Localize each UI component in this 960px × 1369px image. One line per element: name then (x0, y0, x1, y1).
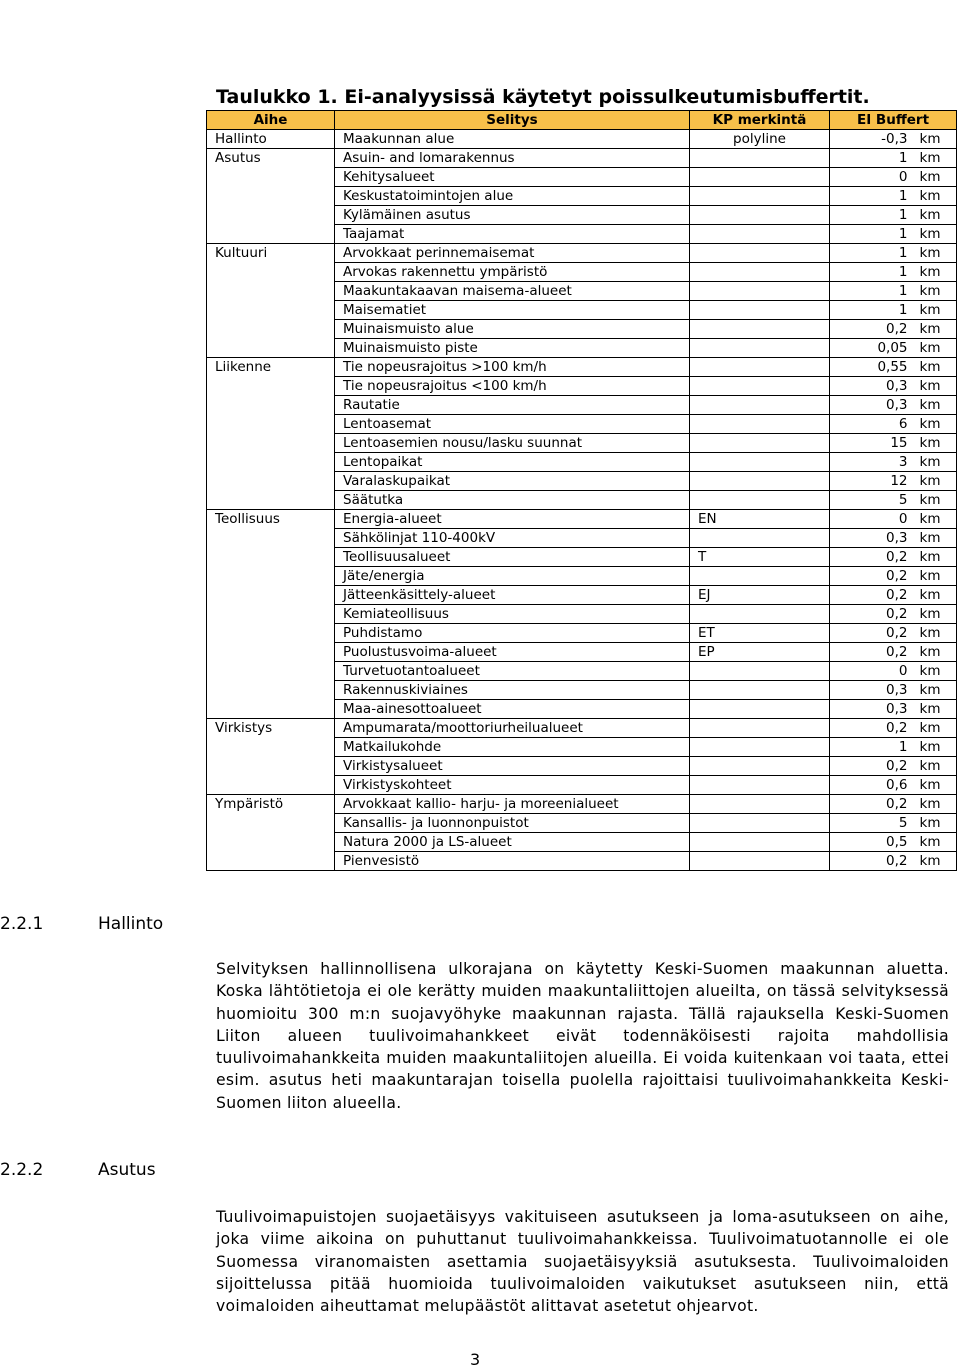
cell-unit: km (912, 491, 957, 510)
cell-kp-merkinta (690, 529, 830, 548)
cell-value: 0,3 (830, 700, 912, 719)
cell-unit: km (912, 434, 957, 453)
cell-unit: km (912, 187, 957, 206)
cell-value: 0,2 (830, 605, 912, 624)
cell-selitys: Lentoasemien nousu/lasku suunnat (335, 434, 690, 453)
cell-unit: km (912, 814, 957, 833)
cell-selitys: Turvetuotantoalueet (335, 662, 690, 681)
table-row (207, 795, 957, 814)
cell-aihe: Hallinto (207, 130, 335, 149)
cell-aihe: Teollisuus (207, 510, 335, 529)
cell-aihe (207, 282, 335, 301)
cell-aihe (207, 529, 335, 548)
section-number: 2.2.2 (0, 1160, 44, 1180)
cell-kp-merkinta (690, 377, 830, 396)
header-kp-merkinta: KP merkintä (690, 111, 830, 130)
cell-aihe (207, 643, 335, 662)
table-row (207, 358, 957, 377)
cell-value: 12 (830, 472, 912, 491)
cell-kp-merkinta (690, 700, 830, 719)
cell-aihe (207, 605, 335, 624)
cell-selitys: Muinaismuisto alue (335, 320, 690, 339)
cell-aihe (207, 738, 335, 757)
table-row (207, 776, 957, 795)
table-row (207, 529, 957, 548)
table-row (207, 187, 957, 206)
cell-value: 0,2 (830, 624, 912, 643)
table-row (207, 738, 957, 757)
cell-value: 0,6 (830, 776, 912, 795)
cell-value: 0 (830, 662, 912, 681)
table-row (207, 377, 957, 396)
table-row (207, 263, 957, 282)
cell-aihe (207, 320, 335, 339)
cell-kp-merkinta (690, 852, 830, 871)
cell-unit: km (912, 852, 957, 871)
cell-kp-merkinta (690, 320, 830, 339)
cell-unit: km (912, 320, 957, 339)
section-title: Hallinto (98, 914, 164, 934)
cell-aihe (207, 681, 335, 700)
table-row (207, 681, 957, 700)
cell-kp-merkinta (690, 605, 830, 624)
table-row (207, 339, 957, 358)
cell-aihe (207, 301, 335, 320)
cell-kp-merkinta (690, 833, 830, 852)
cell-value: 0,2 (830, 795, 912, 814)
cell-kp-merkinta (690, 282, 830, 301)
table-row (207, 320, 957, 339)
cell-selitys: Arvokkaat perinnemaisemat (335, 244, 690, 263)
cell-selitys: Taajamat (335, 225, 690, 244)
cell-value: 0,5 (830, 833, 912, 852)
cell-aihe (207, 434, 335, 453)
section-number: 2.2.1 (0, 914, 44, 934)
cell-selitys: Natura 2000 ja LS-alueet (335, 833, 690, 852)
table-row (207, 757, 957, 776)
cell-selitys: Tie nopeusrajoitus <100 km/h (335, 377, 690, 396)
cell-value: 0,05 (830, 339, 912, 358)
table-row (207, 548, 957, 567)
table-row (207, 814, 957, 833)
cell-aihe: Asutus (207, 149, 335, 168)
cell-aihe (207, 567, 335, 586)
cell-aihe (207, 377, 335, 396)
table-row (207, 415, 957, 434)
table-row (207, 396, 957, 415)
cell-aihe: Ympäristö (207, 795, 335, 814)
cell-selitys: Muinaismuisto piste (335, 339, 690, 358)
table-row (207, 662, 957, 681)
cell-kp-merkinta: ET (690, 624, 830, 643)
cell-aihe (207, 168, 335, 187)
cell-kp-merkinta: EJ (690, 586, 830, 605)
cell-kp-merkinta (690, 244, 830, 263)
table-row (207, 719, 957, 738)
cell-unit: km (912, 244, 957, 263)
cell-kp-merkinta (690, 681, 830, 700)
cell-unit: km (912, 681, 957, 700)
cell-selitys: Energia-alueet (335, 510, 690, 529)
cell-aihe (207, 263, 335, 282)
cell-unit: km (912, 130, 957, 149)
cell-unit: km (912, 339, 957, 358)
cell-unit: km (912, 700, 957, 719)
cell-kp-merkinta (690, 225, 830, 244)
table-row (207, 586, 957, 605)
cell-unit: km (912, 833, 957, 852)
cell-kp-merkinta (690, 453, 830, 472)
cell-unit: km (912, 567, 957, 586)
cell-aihe (207, 396, 335, 415)
cell-value: 0 (830, 168, 912, 187)
header-aihe: Aihe (207, 111, 335, 130)
cell-aihe (207, 206, 335, 225)
cell-value: 1 (830, 225, 912, 244)
cell-kp-merkinta (690, 149, 830, 168)
cell-kp-merkinta (690, 472, 830, 491)
cell-selitys: Pienvesistö (335, 852, 690, 871)
cell-value: 0,55 (830, 358, 912, 377)
cell-unit: km (912, 548, 957, 567)
cell-unit: km (912, 263, 957, 282)
cell-selitys: Lentoasemat (335, 415, 690, 434)
cell-selitys: Maa-ainesottoalueet (335, 700, 690, 719)
table-row (207, 624, 957, 643)
cell-selitys: Rautatie (335, 396, 690, 415)
cell-aihe (207, 833, 335, 852)
cell-aihe (207, 757, 335, 776)
cell-value: 0,2 (830, 643, 912, 662)
cell-selitys: Jätteenkäsittely-alueet (335, 586, 690, 605)
cell-unit: km (912, 453, 957, 472)
cell-unit: km (912, 643, 957, 662)
cell-aihe (207, 776, 335, 795)
table-row (207, 605, 957, 624)
section-heading-hallinto (0, 914, 163, 934)
table-header-row (207, 111, 957, 130)
cell-value: 1 (830, 263, 912, 282)
cell-selitys: Kemiateollisuus (335, 605, 690, 624)
table-row (207, 567, 957, 586)
cell-unit: km (912, 719, 957, 738)
cell-value: 1 (830, 738, 912, 757)
cell-aihe (207, 852, 335, 871)
cell-value: 0,3 (830, 681, 912, 700)
buffer-table (206, 110, 957, 871)
cell-unit: km (912, 529, 957, 548)
cell-aihe (207, 187, 335, 206)
table-row (207, 225, 957, 244)
table-row (207, 282, 957, 301)
cell-value: 0,3 (830, 377, 912, 396)
cell-unit: km (912, 738, 957, 757)
cell-selitys: Maakunnan alue (335, 130, 690, 149)
cell-aihe: Kultuuri (207, 244, 335, 263)
section-text-asutus: Tuulivoimapuistojen suojaetäisyys vakituiseen asutukseen ja loma-asutukseen on aihe, joka viime aikoina on puhuttanut tuulivoimahankkeissa. Tuulivoimatuotannolle ei ole Suomessa viranomaisten asettamia suojaetäisyyksiä asutuksesta. Tuulivoimaloiden sijoittelussa pitää huomioida tuulivoimaloiden vaikutukset asutukseen niin, että voimaloiden aiheuttamat melupäästöt alittavat asetetut ohjearvot. (216, 1208, 949, 1316)
cell-unit: km (912, 206, 957, 225)
cell-value: -0,3 (830, 130, 912, 149)
cell-aihe (207, 415, 335, 434)
cell-selitys: Arvokas rakennettu ympäristö (335, 263, 690, 282)
cell-unit: km (912, 586, 957, 605)
cell-unit: km (912, 225, 957, 244)
cell-value: 0,3 (830, 396, 912, 415)
cell-selitys: Ampumarata/moottoriurheilualueet (335, 719, 690, 738)
cell-kp-merkinta: EP (690, 643, 830, 662)
cell-selitys: Jäte/energia (335, 567, 690, 586)
cell-selitys: Arvokkaat kallio- harju- ja moreenialueet (335, 795, 690, 814)
cell-unit: km (912, 282, 957, 301)
cell-kp-merkinta (690, 415, 830, 434)
header-selitys: Selitys (335, 111, 690, 130)
cell-value: 3 (830, 453, 912, 472)
cell-unit: km (912, 757, 957, 776)
cell-kp-merkinta (690, 206, 830, 225)
cell-kp-merkinta (690, 567, 830, 586)
cell-unit: km (912, 301, 957, 320)
cell-unit: km (912, 415, 957, 434)
cell-unit: km (912, 795, 957, 814)
cell-unit: km (912, 377, 957, 396)
cell-selitys: Säätutka (335, 491, 690, 510)
cell-aihe (207, 491, 335, 510)
cell-unit: km (912, 776, 957, 795)
cell-aihe (207, 700, 335, 719)
cell-unit: km (912, 624, 957, 643)
header-ei-buffert: EI Buffert (830, 111, 957, 130)
cell-kp-merkinta: EN (690, 510, 830, 529)
cell-kp-merkinta: T (690, 548, 830, 567)
table-row (207, 833, 957, 852)
cell-aihe (207, 225, 335, 244)
cell-value: 15 (830, 434, 912, 453)
table-body (207, 130, 957, 871)
cell-value: 0,2 (830, 586, 912, 605)
cell-value: 0,2 (830, 567, 912, 586)
table-row (207, 472, 957, 491)
cell-value: 1 (830, 206, 912, 225)
cell-aihe (207, 662, 335, 681)
cell-aihe (207, 472, 335, 491)
cell-value: 0,2 (830, 757, 912, 776)
cell-unit: km (912, 510, 957, 529)
cell-selitys: Tie nopeusrajoitus >100 km/h (335, 358, 690, 377)
section-text-hallinto: Selvityksen hallinnollisena ulkorajana on käytetty Keski-Suomen maakunnan aluetta. Koska lähtötietoja ei ole kerätty muiden maakuntaliittojen alueilta, on tässä selvityksessä huomioitu 300 m:n suojavyöhyke maakunnan rajasta. Tällä rajauksella Keski-Suomen Liiton alueen tuulivoimahankkeet eivät todennäköisesti rajoita mahdollisia tuulivoimahankkeita muiden maakuntaliitojen alueilla. Ei voida kuitenkaan voi taata, ettei esim. asutus heti maakuntarajan toisella puolella rajoittaisi tuulivoimahankkeita Keski-Suomen liiton alueella. (216, 960, 949, 1112)
cell-value: 0,3 (830, 529, 912, 548)
table-caption: Taulukko 1. Ei-analyysissä käytetyt poissulkeutumisbuffertit. (216, 86, 870, 108)
cell-unit: km (912, 662, 957, 681)
table-row (207, 434, 957, 453)
table-row (207, 168, 957, 187)
table-row (207, 149, 957, 168)
cell-selitys: Kansallis- ja luonnonpuistot (335, 814, 690, 833)
cell-value: 1 (830, 301, 912, 320)
cell-value: 0,2 (830, 852, 912, 871)
cell-aihe (207, 624, 335, 643)
cell-value: 6 (830, 415, 912, 434)
cell-unit: km (912, 472, 957, 491)
cell-kp-merkinta (690, 776, 830, 795)
cell-selitys: Virkistyskohteet (335, 776, 690, 795)
cell-kp-merkinta (690, 301, 830, 320)
table-row (207, 643, 957, 662)
cell-kp-merkinta (690, 738, 830, 757)
cell-value: 1 (830, 187, 912, 206)
cell-aihe: Liikenne (207, 358, 335, 377)
cell-selitys: Kehitysalueet (335, 168, 690, 187)
cell-kp-merkinta (690, 757, 830, 776)
cell-aihe (207, 548, 335, 567)
section-heading-asutus (0, 1160, 156, 1180)
cell-value: 0 (830, 510, 912, 529)
cell-selitys: Maisematiet (335, 301, 690, 320)
cell-selitys: Lentopaikat (335, 453, 690, 472)
cell-kp-merkinta (690, 719, 830, 738)
cell-kp-merkinta (690, 168, 830, 187)
cell-kp-merkinta (690, 263, 830, 282)
cell-kp-merkinta (690, 187, 830, 206)
cell-value: 5 (830, 491, 912, 510)
cell-selitys: Asuin- and lomarakennus (335, 149, 690, 168)
cell-kp-merkinta (690, 396, 830, 415)
table-row (207, 453, 957, 472)
table-row (207, 700, 957, 719)
cell-value: 0,2 (830, 320, 912, 339)
cell-kp-merkinta: polyline (690, 130, 830, 149)
cell-kp-merkinta (690, 434, 830, 453)
table-row (207, 491, 957, 510)
cell-selitys: Rakennuskiviaines (335, 681, 690, 700)
cell-selitys: Virkistysalueet (335, 757, 690, 776)
cell-kp-merkinta (690, 339, 830, 358)
cell-unit: km (912, 396, 957, 415)
table-row (207, 130, 957, 149)
table-row (207, 206, 957, 225)
cell-value: 1 (830, 244, 912, 263)
table-row (207, 510, 957, 529)
cell-kp-merkinta (690, 358, 830, 377)
page-number: 3 (470, 1350, 481, 1369)
cell-value: 5 (830, 814, 912, 833)
section-title: Asutus (98, 1160, 156, 1180)
cell-value: 1 (830, 282, 912, 301)
cell-selitys: Keskustatoimintojen alue (335, 187, 690, 206)
cell-selitys: Sähkölinjat 110-400kV (335, 529, 690, 548)
cell-kp-merkinta (690, 795, 830, 814)
cell-aihe: Virkistys (207, 719, 335, 738)
cell-selitys: Varalaskupaikat (335, 472, 690, 491)
cell-aihe (207, 453, 335, 472)
cell-kp-merkinta (690, 662, 830, 681)
cell-unit: km (912, 605, 957, 624)
cell-selitys: Puhdistamo (335, 624, 690, 643)
table-row (207, 852, 957, 871)
table-row (207, 244, 957, 263)
cell-aihe (207, 339, 335, 358)
cell-selitys: Teollisuusalueet (335, 548, 690, 567)
cell-kp-merkinta (690, 814, 830, 833)
cell-aihe (207, 586, 335, 605)
cell-kp-merkinta (690, 491, 830, 510)
cell-aihe (207, 814, 335, 833)
cell-value: 0,2 (830, 719, 912, 738)
cell-selitys: Kylämäinen asutus (335, 206, 690, 225)
table-row (207, 301, 957, 320)
cell-value: 1 (830, 149, 912, 168)
cell-selitys: Maakuntakaavan maisema-alueet (335, 282, 690, 301)
cell-unit: km (912, 149, 957, 168)
cell-value: 0,2 (830, 548, 912, 567)
cell-unit: km (912, 168, 957, 187)
cell-unit: km (912, 358, 957, 377)
cell-selitys: Matkailukohde (335, 738, 690, 757)
cell-selitys: Puolustusvoima-alueet (335, 643, 690, 662)
